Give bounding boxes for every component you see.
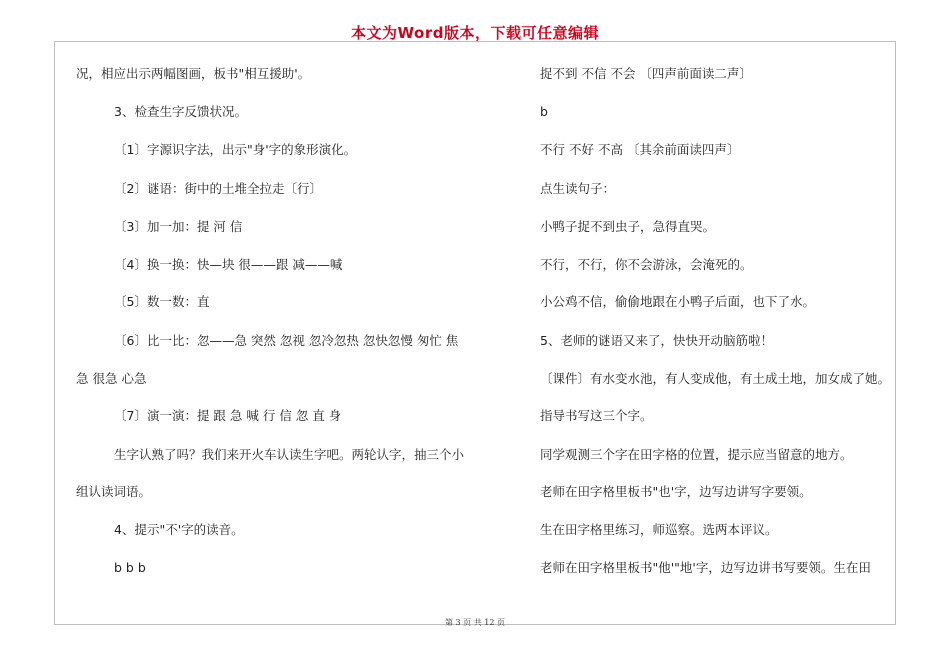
text-line: 〔1〕字源识字法，出示"身'字的象形演化。 xyxy=(114,142,357,157)
text-line: 指导书写这三个字。 xyxy=(540,408,653,423)
text-line: 不行 不好 不高 〔其余前面读四声〕 xyxy=(540,142,740,157)
text-line: 生字认熟了吗？我们来开火车认读生字吧。两轮认字，抽三个小 xyxy=(114,447,465,462)
text-line: 小公鸡不信，偷偷地跟在小鸭子后面，也下了水。 xyxy=(540,294,816,309)
text-line: 老师在田字格里板书"他'"地'字，边写边讲书写要领。生在田 xyxy=(540,560,871,575)
text-line: 小鸭子捉不到虫子，急得直哭。 xyxy=(540,219,716,234)
text-line: 〔4〕换一换：快—块 很——跟 减——喊 xyxy=(114,257,343,272)
text-line: 3、检查生字反馈状况。 xyxy=(114,104,247,119)
text-line: 况，相应出示两幅图画，板书"相互援助'。 xyxy=(76,66,311,81)
text-line: 〔3〕加一加：提 河 信 xyxy=(114,219,243,234)
text-line: 生在田字格里练习，师巡察。选两本评议。 xyxy=(540,522,778,537)
text-line: 〔7〕演一演：提 跟 急 喊 行 信 忽 直 身 xyxy=(114,408,342,423)
text-line: b b b xyxy=(114,560,146,575)
text-line: 组认读词语。 xyxy=(76,484,152,499)
text-line: 5、老师的谜语又来了，快快开动脑筋啦！ xyxy=(540,333,773,348)
text-line: 捉不到 不信 不会 〔四声前面读二声〕 xyxy=(540,66,752,81)
text-line: 〔2〕谜语：街中的土堆全拉走〔行〕 xyxy=(114,181,322,196)
text-line: 〔6〕比一比：忽——急 突然 忽视 忽冷忽热 忽快忽慢 匆忙 焦 xyxy=(114,333,459,348)
text-line: 老师在田字格里板书"也'字，边写边讲写字要领。 xyxy=(540,484,812,499)
text-line: 〔5〕数一数：直 xyxy=(114,294,210,309)
text-line: 同学观测三个字在田字格的位置，提示应当留意的地方。 xyxy=(540,447,853,462)
text-line: 急 很急 心急 xyxy=(76,371,147,386)
text-line: b xyxy=(540,104,548,119)
text-line: 点生读句子： xyxy=(540,181,616,196)
text-line: 4、提示"不'字的读音。 xyxy=(114,522,244,537)
watermark-banner: 本文为Word版本，下载可任意编辑 xyxy=(351,24,599,42)
page-number: 第 3 页 共 12 页 xyxy=(445,618,505,627)
text-line: 不行，不行，你不会游泳，会淹死的。 xyxy=(540,257,753,272)
text-line: 〔课件〕有水变水池，有人变成他，有土成土地，加女成了她。 xyxy=(540,371,891,386)
